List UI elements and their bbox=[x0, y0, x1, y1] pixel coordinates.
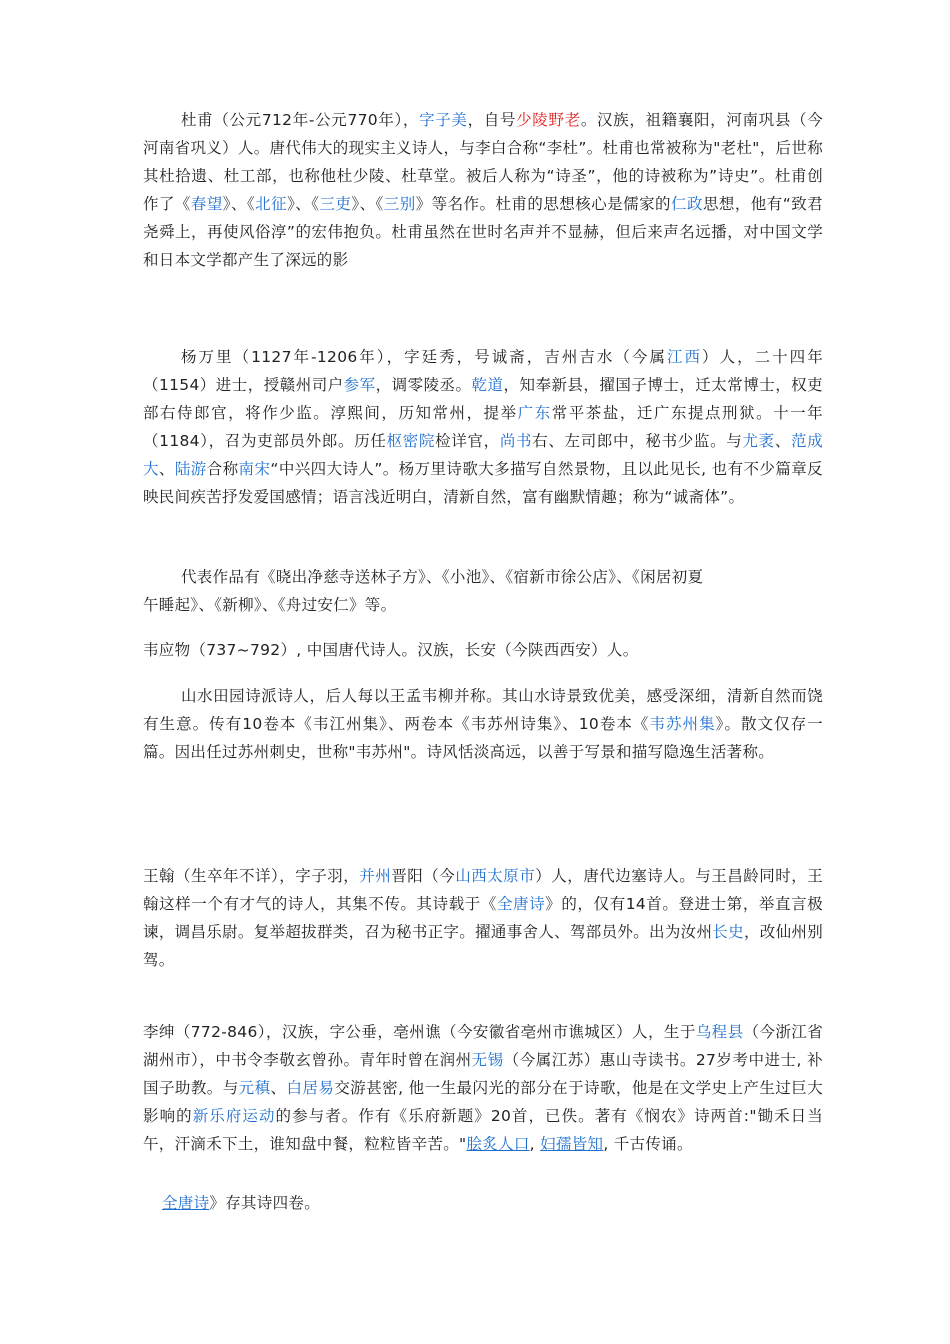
text: 常平茶盐，迁广东提点刑狱。十一年（1184），召为吏部员外郎。历任 bbox=[143, 404, 823, 450]
link-yuanzhen[interactable]: 元稹 bbox=[238, 1079, 271, 1097]
link-quantangshi-2[interactable]: 全唐诗 bbox=[162, 1194, 210, 1212]
link-furujiezhi[interactable]: 妇孺皆知 bbox=[540, 1135, 604, 1153]
text: 右、左司郎中，秘书少监。与 bbox=[532, 432, 743, 450]
text: （今浙江省湖州市），中书令李敬玄曾孙。青年时曾在润州 bbox=[143, 1023, 823, 1069]
text: 王翰（生卒年不详），字子羽， bbox=[143, 867, 360, 885]
link-qiandao[interactable]: 乾道 bbox=[471, 376, 504, 394]
link-wuchengxian[interactable]: 乌程县 bbox=[695, 1023, 744, 1041]
text: 杜甫（公元712年-公元770年）， bbox=[181, 111, 420, 129]
text: ，调零陵丞。 bbox=[375, 376, 472, 394]
text: 、 bbox=[774, 432, 792, 450]
paragraph-quantangshi bbox=[162, 1189, 842, 1217]
text: , 千古传诵。 bbox=[603, 1135, 693, 1153]
text: 合称 bbox=[206, 460, 239, 478]
paragraph-yangwanli bbox=[143, 343, 823, 511]
text: 。汉族，祖籍襄阳，河南巩县（今河南省巩义）人。唐代伟大的现实主义诗人，与李白合称“李杜”。杜甫也常被称为"老杜"，后世称其杜拾遗、杜工部，也称他杜少陵、杜草堂。被后人称为“诗圣”，他的诗被称为”诗史”。杜甫创作了《 bbox=[143, 111, 823, 213]
link-xinyuefu[interactable]: 新乐府运动 bbox=[192, 1107, 276, 1125]
text: 》等名作。杜甫的思想核心是儒家的 bbox=[415, 195, 672, 213]
paragraph-weiyingwu-intro: 韦应物（737~792）, 中国唐代诗人。汉族，长安（今陕西西安）人。 bbox=[143, 641, 639, 659]
text: 》的，仅有14首。登进士第，举直言极谏，调昌乐尉。复举超拔群类，召为秘书正字。擢通事舍人、驾部员外。出为汝州 bbox=[143, 895, 824, 941]
link-baijuyi[interactable]: 白居易 bbox=[286, 1079, 335, 1097]
paragraph-dufu bbox=[143, 106, 823, 274]
link-guangdong[interactable]: 广东 bbox=[517, 404, 552, 422]
text: 》、《 bbox=[287, 195, 320, 213]
text: 》、《 bbox=[222, 195, 256, 213]
text: “中兴四大诗人”。杨万里诗歌大多描写自然景物，且以此见长, 也有不少篇章反映民间疾苦抒发爱国感情；语言浅近明白，清新自然，富有幽默情趣；称为“诚斋体”。 bbox=[143, 460, 823, 506]
text: 》。散文仅存一篇。因出任过苏州刺史，世称"韦苏州"。诗风恬淡高远，以善于写景和描写隐逸生活著称。 bbox=[143, 715, 823, 761]
link-jiangxi[interactable]: 江西 bbox=[666, 348, 703, 366]
text: 李绅（772-846），汉族，字公垂，亳州谯（今安徽省亳州市谯城区）人，生于 bbox=[143, 1023, 696, 1041]
works-line-2: 午睡起》、《新柳》、《舟过安仁》等。 bbox=[143, 596, 397, 614]
link-beizheng[interactable]: 北征 bbox=[255, 195, 288, 213]
paragraph-lishen bbox=[143, 1018, 823, 1158]
link-renzheng[interactable]: 仁政 bbox=[671, 195, 703, 213]
link-youmao[interactable]: 尤袤 bbox=[742, 432, 775, 450]
link-bingzhou[interactable]: 并州 bbox=[359, 867, 392, 885]
text: 》、《 bbox=[351, 195, 384, 213]
link-shangshu[interactable]: 尚书 bbox=[499, 432, 533, 450]
text: 思想，他有“致君尧舜上，再使风俗淳”的宏伟抱负。杜甫虽然在世时名声并不显赫，但后来声名远播，对中国文学和日本文学都产生了深远的影 bbox=[143, 195, 823, 269]
text: ，知奉新县，擢国子博士，迁太常博士，权吏部右侍郎官，将作少监。淳熙间，历知常州，提举 bbox=[143, 376, 823, 422]
paragraph-weiyingwu bbox=[143, 682, 823, 766]
link-zimei[interactable]: 字子美 bbox=[419, 111, 468, 129]
link-kuaizhirenkou[interactable]: 脍炙人口 bbox=[466, 1135, 530, 1153]
link-sanli[interactable]: 三吏 bbox=[319, 195, 352, 213]
link-shanxi-taiyuan[interactable]: 山西太原市 bbox=[455, 867, 536, 885]
link-shaolingyelao[interactable]: 少陵野老 bbox=[516, 111, 581, 129]
link-luyou[interactable]: 陆游 bbox=[174, 460, 207, 478]
link-quantangshi[interactable]: 全唐诗 bbox=[496, 895, 546, 913]
text: ）人，唐代边塞诗人。与王昌龄同时，王翰这样一个有才气的诗人，其集不传。其诗载于《 bbox=[143, 867, 824, 913]
link-weisuzhouji[interactable]: 韦苏州集 bbox=[649, 715, 716, 733]
link-wuxi[interactable]: 无锡 bbox=[471, 1051, 504, 1069]
paragraph-wanghan bbox=[143, 862, 823, 974]
text: （今属江苏）惠山寺读书。27岁考中进士, 补国子助教。与 bbox=[143, 1051, 823, 1097]
text: , bbox=[529, 1135, 541, 1153]
text: 的参与者。作有《乐府新题》20首，已佚。著有《悯农》诗两首:"锄禾日当午，汗滴禾下土，谁知盘中餐，粒粒皆辛苦。" bbox=[143, 1107, 824, 1153]
works-line-1: 代表作品有《晓出净慈寺送林子方》、《小池》、《宿新市徐公店》、《闲居初夏 bbox=[181, 568, 704, 586]
text: 检详官， bbox=[435, 432, 500, 450]
text: 》存其诗四卷。 bbox=[209, 1194, 321, 1212]
link-canjun[interactable]: 参军 bbox=[343, 376, 376, 394]
link-fanchengda[interactable]: 范成大 bbox=[143, 432, 823, 478]
text: 晋阳（今 bbox=[391, 867, 456, 885]
link-shumiyuan[interactable]: 枢密院 bbox=[386, 432, 436, 450]
text: 、 bbox=[158, 460, 175, 478]
link-sanbie[interactable]: 三别 bbox=[383, 195, 416, 213]
text: ，改仙州别驾。 bbox=[143, 923, 823, 969]
text: ，自号 bbox=[467, 111, 517, 129]
text: 山水田园诗派诗人，后人每以王孟韦柳并称。其山水诗景致优美，感受深细，清新自然而饶有生意。传有10卷本《韦江州集》、两卷本《韦苏州诗集》、10卷本《 bbox=[143, 687, 823, 733]
link-chunwang[interactable]: 春望 bbox=[190, 195, 223, 213]
link-nansong[interactable]: 南宋 bbox=[238, 460, 271, 478]
text: 杨万里（1127年-1206年），字廷秀，号诚斋，吉州吉水（今属 bbox=[181, 348, 667, 366]
text: 、 bbox=[270, 1079, 287, 1097]
text: ）人，二十四年（1154）进士，授赣州司户 bbox=[143, 348, 823, 394]
link-zhangshi[interactable]: 长史 bbox=[712, 923, 744, 941]
text: 交游甚密, 他一生最闪光的部分在于诗歌，他是在文学史上产生过巨大影响的 bbox=[143, 1079, 823, 1125]
paragraph-yang-works bbox=[143, 563, 823, 619]
